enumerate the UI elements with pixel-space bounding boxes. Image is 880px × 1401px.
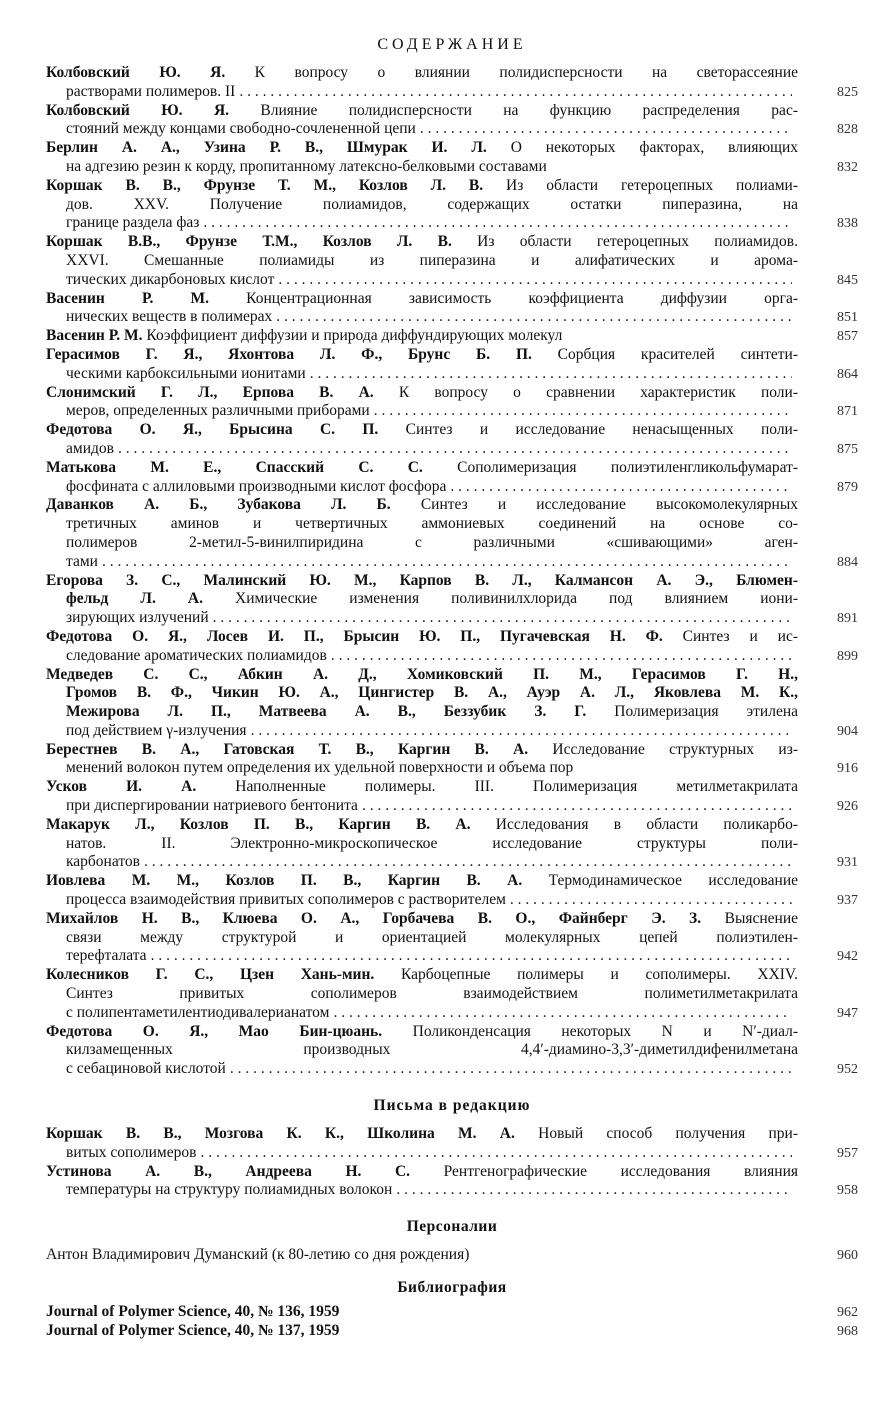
toc-entry (46, 421, 858, 459)
dot-leader (420, 120, 792, 139)
entry-line (46, 384, 858, 403)
entry-title: ческими карбоксильными ионитами (66, 364, 306, 382)
entry-authors: Егорова З. С., Малинский Ю. М., Карпов В. Л., Калмансон А. Э., Блюмен- (46, 571, 798, 589)
entry-title: Карбоцепные полимеры и сополимеры. XXIV. (374, 966, 798, 984)
entry-title: Коэффициент диффузии и природа диффундирующих молекул (142, 327, 563, 345)
page-number: 962 (837, 1305, 858, 1321)
entry-title: Выяснение (701, 909, 799, 927)
page-number: 851 (837, 310, 858, 326)
dot-leader (374, 402, 792, 421)
entry-text (46, 1163, 798, 1182)
entry-title: Поликонденсация некоторых N и N′-диал- (382, 1022, 798, 1040)
entry-line (46, 684, 858, 703)
toc-entry (46, 346, 858, 384)
entry-title: стояний между концами свободно-сочлененной цепи (66, 120, 416, 138)
page-number: 825 (837, 84, 858, 100)
entry-title: Наполненные полимеры. III. Полимеризация метилметакрилата (196, 778, 798, 796)
entry-title: под действием γ-излучения (66, 721, 247, 739)
entry-line (46, 177, 858, 196)
entry-authors: Коршак В.В., Фрунзе Т.М., Козлов Л. В. (46, 233, 452, 251)
entry-title: связи между структурой и ориентацией молекулярных цепей полиэтилен- (66, 928, 798, 946)
entry-text (66, 590, 798, 609)
page-number: 960 (837, 1248, 858, 1264)
entry-line (46, 703, 858, 722)
entry-authors: Слонимский Г. Л., Ерпова В. А. (46, 383, 374, 401)
entry-title: Синтез и исследование ненасыщенных поли- (378, 421, 799, 439)
entry-title: амидов (66, 439, 114, 457)
toc-entry (46, 384, 858, 422)
entry-line (46, 628, 858, 647)
entry-line (46, 872, 858, 891)
entry-authors: Михайлов Н. В., Клюева О. А., Горбачева В. О., Файнберг Э. З. (46, 909, 702, 927)
toc-entry (46, 872, 858, 910)
entry-title: нических веществ в полимерах (66, 308, 273, 326)
entry-line (46, 365, 858, 384)
entry-text (46, 816, 798, 835)
toc-entry (46, 628, 858, 666)
dot-leader (510, 891, 792, 910)
toc-entry (46, 139, 858, 177)
toc-entry (46, 778, 858, 816)
entry-text (46, 459, 798, 478)
entry-title: границе раздела фаз (66, 214, 200, 232)
entry-text (66, 214, 199, 233)
entry-title: витых сополимеров (66, 1143, 197, 1161)
dot-leader (151, 947, 792, 966)
entry-authors: Федотова О. Я., Лосев И. П., Брысин Ю. П., Пугачевская Н. Ф. (46, 627, 663, 645)
entry-authors: Герасимов Г. Я., Яхонтова Л. Ф., Брунс Б. П. (46, 345, 532, 363)
entry-authors: Даванков А. Б., Зубакова Л. Б. (46, 496, 391, 514)
toc-entry (46, 1246, 858, 1265)
entry-line (46, 102, 858, 121)
entry-title: К вопросу о сравнении характеристик поли- (373, 383, 798, 401)
page-number: 952 (837, 1062, 858, 1078)
entry-text (46, 778, 798, 797)
entry-authors: Берлин А. А., Узина Р. В., Шмурак И. Л. (46, 139, 487, 157)
entry-line (46, 1163, 858, 1182)
letters-list (46, 1125, 858, 1200)
entry-line (46, 327, 858, 346)
entry-title: тами (66, 552, 98, 570)
entry-line (46, 233, 858, 252)
entry-line (46, 929, 858, 948)
entry-authors: Усков И. А. (46, 778, 197, 796)
entry-text (46, 496, 798, 515)
entry-text (46, 666, 798, 685)
entry-line (46, 1246, 858, 1265)
entry-authors: Иовлева М. М., Козлов П. В., Каргин В. А. (46, 872, 523, 890)
dot-leader (239, 83, 792, 102)
entry-line (46, 797, 858, 816)
personalia-list (46, 1246, 858, 1265)
entry-line (46, 572, 858, 591)
page-title: СОДЕРЖАНИЕ (377, 36, 527, 53)
entry-authors: Берестнев В. А., Гатовская Т. В., Каргин В. А. (46, 740, 529, 758)
entry-text (46, 572, 798, 591)
entry-line (46, 947, 858, 966)
entry-title: Сополимеризация полиэтиленгликольфумарат- (422, 458, 799, 476)
entry-line (46, 891, 858, 910)
entry-line (46, 83, 858, 102)
toc-entry (46, 741, 858, 779)
entry-authors: Васенин Р. М. (46, 327, 143, 345)
entry-title: меров, определенных различными приборами (66, 402, 370, 420)
entry-title: XXVI. Смешанные полиамиды из пиперазина и алифатических и арома- (66, 251, 798, 269)
entry-text (46, 290, 798, 309)
toc-entry (46, 572, 858, 628)
dot-leader (310, 365, 792, 384)
entry-line (46, 496, 858, 515)
entry-authors: Матькова М. Е., Спасский С. С. (46, 458, 423, 476)
toc-entry (46, 327, 858, 346)
page-number: 957 (837, 1145, 858, 1161)
entry-authors: Громов В. Ф., Чикин Ю. А., Цингистер В. А., Ауэр А. Л., Яковлева М. К., (66, 684, 798, 702)
entry-line (46, 1144, 858, 1163)
page-number: 958 (837, 1183, 858, 1199)
entry-line (46, 252, 858, 271)
entry-line (46, 1023, 858, 1042)
entry-authors: Медведев С. С., Абкин А. Д., Хомиковский П. М., Герасимов Г. Н., (46, 665, 798, 683)
entry-authors: Коршак В. В., Фрунзе Т. М., Козлов Л. В. (46, 176, 484, 194)
entry-title: Исследование структурных из- (528, 740, 798, 758)
entry-line (46, 478, 858, 497)
entry-line (46, 196, 858, 215)
toc-entry (46, 290, 858, 328)
entry-title: Синтез и исследование высокомолекулярных (390, 496, 798, 514)
page-number: 828 (837, 122, 858, 138)
entry-line (46, 459, 858, 478)
entry-text (66, 271, 274, 290)
entry-line (46, 214, 858, 233)
dot-leader (331, 647, 792, 666)
entry-line (46, 590, 858, 609)
dot-leader (362, 797, 792, 816)
entry-text (66, 553, 98, 572)
entry-authors: Колесников Г. С., Цзен Хань-мин. (46, 966, 375, 984)
entry-text (46, 872, 798, 891)
entry-title: Из области гетероцепных полиамидов. (451, 233, 798, 251)
entry-line (46, 553, 858, 572)
entry-text (66, 947, 147, 966)
entry-text (46, 346, 798, 365)
entry-title: Исследования в области поликарбо- (470, 815, 798, 833)
dot-leader (203, 214, 792, 233)
entry-title: Из области гетероцепных полиами- (483, 176, 798, 194)
entry-authors: Колбовский Ю. Я. (46, 101, 230, 119)
entry-text (46, 327, 562, 346)
entry-line (46, 1004, 858, 1023)
entry-line (46, 910, 858, 929)
entry-text (66, 534, 798, 553)
page-number: 926 (837, 799, 858, 815)
toc-entry (46, 910, 858, 966)
entry-text (66, 609, 209, 628)
entry-text (46, 1246, 469, 1265)
page-number: 884 (837, 554, 858, 570)
dot-leader (102, 553, 792, 572)
entry-text (46, 177, 798, 196)
page-number: 838 (837, 216, 858, 232)
page-number: 931 (837, 855, 858, 871)
entry-text (46, 233, 798, 252)
entry-text (46, 910, 798, 929)
dot-leader (278, 271, 792, 290)
entry-text (46, 1125, 798, 1144)
toc-entry (46, 496, 858, 571)
entry-text (66, 891, 506, 910)
entry-text (66, 365, 306, 384)
entry-text (66, 1060, 226, 1079)
entry-text (46, 628, 798, 647)
entry-line (46, 64, 858, 83)
entry-title: Синтез привитых сополимеров взаимодействием полиметилметакрилата (66, 985, 798, 1003)
entry-title: процесса взаимодействия привитых сополимеров с растворителем (66, 891, 506, 909)
entry-title: терефталата (66, 947, 147, 965)
entry-line (46, 722, 858, 741)
entry-title: Термодинамическое исследование (522, 872, 798, 890)
entry-text (66, 515, 798, 534)
contents-list (46, 64, 858, 1079)
dot-leader (230, 1060, 792, 1079)
section-heading-letters: Письма в редакцию (373, 1097, 531, 1115)
entry-text (66, 684, 798, 703)
bibliography-entry (46, 1322, 858, 1341)
toc-entry (46, 1125, 858, 1163)
entry-authors: Федотова О. Я., Мао Бин-цюань. (46, 1022, 383, 1040)
entry-title: растворами полимеров. II (66, 82, 236, 100)
entry-title: фосфината с аллиловыми производными кислот фосфора (66, 477, 447, 495)
entry-text (66, 985, 798, 1004)
entry-title: температуры на структуру полиамидных волокон (66, 1181, 393, 1199)
entry-text (66, 252, 798, 271)
toc-entry (46, 966, 858, 1022)
dot-leader (144, 853, 792, 872)
entry-title: Рентгенографические исследования влияния (410, 1162, 798, 1180)
entry-title: К вопросу о влиянии полидисперсности на светорассеяние (225, 64, 799, 81)
entry-line (46, 1041, 858, 1060)
dot-leader (450, 478, 792, 497)
entry-title: дов. XXV. Получение полиамидов, содержащих остатки пиперазина, на (66, 195, 798, 213)
entry-text (66, 120, 416, 139)
entry-line (46, 402, 858, 421)
bibliography-entry (46, 1303, 858, 1322)
dot-leader (118, 440, 792, 459)
entry-line (46, 835, 858, 854)
page-number: 942 (837, 949, 858, 965)
entry-title: при диспергировании натриевого бентонита (66, 797, 358, 815)
entry-title: с полипентаметилентиодивалерианатом (66, 1003, 330, 1021)
entry-title: зирующих излучений (66, 609, 209, 627)
entry-text (46, 1023, 798, 1042)
dot-leader (200, 1144, 792, 1163)
toc-entry (46, 459, 858, 497)
entry-line (46, 985, 858, 1004)
entry-text (66, 1144, 196, 1163)
entry-text (66, 440, 114, 459)
entry-line (46, 120, 858, 139)
entry-authors: Межирова Л. П., Матвеева А. В., Беззубик З. Г. (66, 703, 587, 721)
entry-line (46, 1181, 858, 1200)
entry-text (66, 759, 573, 778)
entry-text (66, 196, 798, 215)
entry-line (46, 515, 858, 534)
page-number: 891 (837, 611, 858, 627)
bibliography-title: Journal of Polymer Scienсe, 40, № 136, 1959 (46, 1303, 340, 1321)
entry-text (46, 102, 798, 121)
toc-entry (46, 102, 858, 140)
entry-title: с себациновой кислотой (66, 1060, 226, 1078)
page-number: 857 (837, 329, 858, 345)
entry-text (66, 402, 370, 421)
entry-title: Новый способ получения при- (514, 1125, 798, 1143)
dot-leader (276, 308, 792, 327)
entry-line (46, 158, 858, 177)
entry-text (46, 421, 798, 440)
entry-text (66, 1004, 329, 1023)
entry-line (46, 290, 858, 309)
entry-title: Синтез и ис- (662, 627, 798, 645)
section-heading-bibliography: Библиография (397, 1279, 507, 1297)
entry-text (66, 1041, 798, 1060)
dot-leader (396, 1181, 792, 1200)
entry-line (46, 666, 858, 685)
entry-title: килзамещенных производных 4,4′-диамино-3,3′-диметилдифенилметана (66, 1041, 798, 1059)
entry-text (46, 384, 798, 403)
entry-text (66, 308, 272, 327)
page-number: 832 (837, 159, 858, 175)
entry-text (66, 1181, 392, 1200)
entry-title: третичных аминов и четвертичных аммониевых соединений на основе со- (66, 515, 798, 533)
entry-authors: Колбовский Ю. Я. (46, 64, 226, 81)
entry-line (46, 741, 858, 760)
entry-title: Антон Владимирович Думанский (к 80-летию со дня рождения) (46, 1246, 470, 1264)
entry-text (46, 741, 798, 760)
page-number: 916 (837, 761, 858, 777)
entry-line (46, 534, 858, 553)
bibliography-title: Journal of Polymer Scienсe, 40, № 137, 1959 (46, 1321, 340, 1339)
page-number: 875 (837, 441, 858, 457)
page-number: 947 (837, 1005, 858, 1021)
page-number: 899 (837, 648, 858, 664)
entry-line (46, 778, 858, 797)
entry-title: тических дикарбоновых кислот (66, 270, 275, 288)
entry-title: следование ароматических полиамидов (66, 646, 327, 664)
entry-title: карбонатов (66, 853, 140, 871)
dot-leader (333, 1004, 792, 1023)
entry-title: на адгезию резин к корду, пропитанному латексно-белковыми составами (66, 157, 547, 175)
entry-line (46, 853, 858, 872)
entry-text (66, 929, 798, 948)
entry-text (66, 703, 798, 722)
entry-text (66, 158, 547, 177)
entry-title: Сорбция красителей синтети- (531, 345, 798, 363)
page-number: 871 (837, 404, 858, 420)
entry-line (46, 139, 858, 158)
entry-line (46, 1125, 858, 1144)
entry-text (46, 64, 798, 83)
entry-line (46, 966, 858, 985)
toc-entry (46, 233, 858, 289)
page-number: 879 (837, 479, 858, 495)
dot-leader (213, 609, 792, 628)
entry-authors: Макарук Л., Козлов П. В., Каргин В. А. (46, 815, 471, 833)
entry-title: натов. II. Электронно-микроскопическое исследование структуры поли- (66, 834, 798, 852)
entry-line (46, 421, 858, 440)
entry-title: Влияние полидисперсности на функцию распределения рас- (229, 101, 798, 119)
entry-text (46, 966, 798, 985)
entry-text (66, 722, 247, 741)
entry-title: О некоторых факторах, влияющих (486, 139, 799, 157)
entry-text (46, 139, 798, 158)
entry-text (66, 835, 798, 854)
entry-line (46, 346, 858, 365)
entry-text (66, 478, 446, 497)
page-number: 904 (837, 723, 858, 739)
toc-entry (46, 1023, 858, 1079)
entry-title: Концентрационная зависимость коэффициента диффузии орга- (209, 289, 798, 307)
entry-authors: Устинова А. В., Андреева Н. С. (46, 1162, 411, 1180)
entry-title: менений волокон путем определения их удельной поверхности и объема пор (66, 759, 574, 777)
dot-leader (251, 722, 792, 741)
entry-line (46, 759, 858, 778)
page-number: 937 (837, 893, 858, 909)
entry-text (66, 647, 327, 666)
toc-entry (46, 177, 858, 233)
entry-text (66, 83, 235, 102)
entry-line (46, 816, 858, 835)
entry-authors: фельд Л. А. (66, 590, 203, 608)
entry-title: Химические изменения поливинилхлорида под влиянием иони- (202, 590, 798, 608)
bibliography-list (46, 1303, 858, 1341)
entry-authors: Коршак В. В., Мозгова К. К., Школина М. А. (46, 1125, 515, 1143)
toc-entry (46, 816, 858, 872)
section-heading-personalia: Персоналии (406, 1218, 498, 1236)
entry-authors: Васенин Р. М. (46, 289, 209, 307)
entry-text (66, 853, 140, 872)
entry-text (66, 797, 358, 816)
toc-entry (46, 666, 858, 741)
page-number: 845 (837, 272, 858, 288)
page-number: 864 (837, 366, 858, 382)
toc-entry (46, 64, 858, 102)
page-number: 968 (837, 1323, 858, 1339)
entry-line (46, 271, 858, 290)
entry-authors: Федотова О. Я., Брысина С. П. (46, 421, 379, 439)
entry-line (46, 609, 858, 628)
entry-title: Полимеризация этилена (586, 703, 799, 721)
toc-entry (46, 1163, 858, 1201)
entry-line (46, 1060, 858, 1079)
entry-line (46, 440, 858, 459)
entry-line (46, 308, 858, 327)
entry-line (46, 647, 858, 666)
entry-title: полимеров 2-метил-5-винилпиридина с различными «сшивающими» аген- (66, 533, 798, 551)
